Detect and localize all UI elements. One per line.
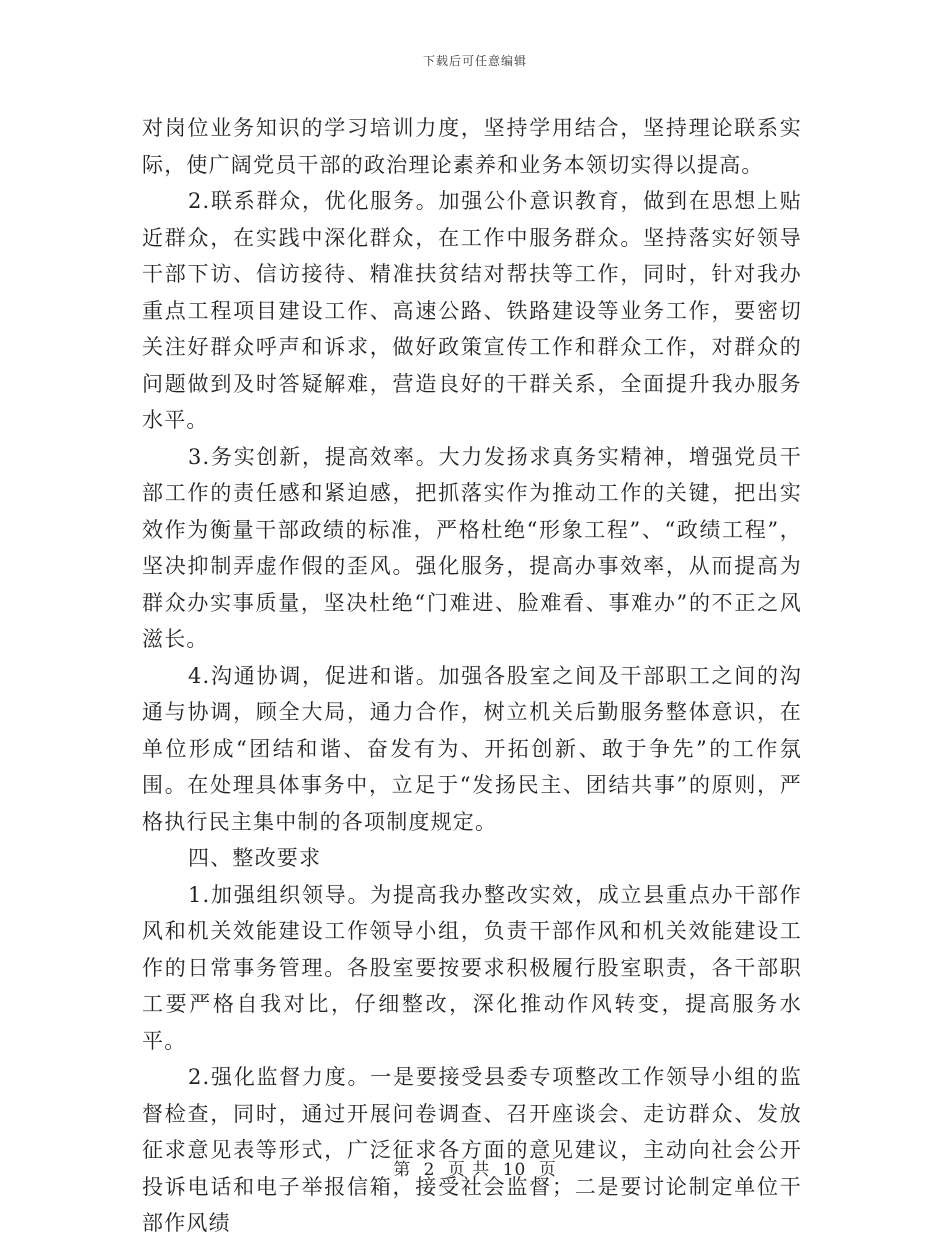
paragraph-item-3: 3.务实创新，提高效率。大力发扬求真务实精神，增强党员干部工作的责任感和紧迫感，把抓落实作为推动工作的关键，把出实效作为衡量干部政绩的标准，严格杜绝“形象工程”、“政绩工程”，坚决抑制弄虚作假的歪风。强化服务，提高办事效率，从而提高为群众办实事质量，坚决杜绝“门难进、脸难看、事难办”的不正之风滋长。: [142, 444, 802, 651]
page-footer: [0, 1155, 950, 1180]
footer-current-page: 2: [423, 1160, 436, 1180]
footer-total-pages: 10: [502, 1160, 527, 1180]
page-header-note: 下载后可任意编辑: [422, 54, 527, 68]
footer-middle: 页 共: [447, 1160, 491, 1180]
paragraph-item-4: 4.沟通协调，促进和谐。加强各股室之间及干部职工之间的沟通与协调，顾全大局，通力合作，树立机关后勤服务整体意识，在单位形成“团结和谐、奋发有为、开拓创新、敢于争先”的工作氛围。在处理具体事务中，立足于“发扬民主、团结共事”的原则，严格执行民主集中制的各项制度规定。: [142, 663, 802, 834]
document-body: [142, 110, 802, 1242]
paragraph-requirement-1: 1.加强组织领导。为提高我办整改实效，成立县重点办干部作风和机关效能建设工作领导小组，负责干部作风和机关效能建设工作的日常事务管理。各股室要按要求积极履行股室职责，各干部职工要严格自我对比，仔细整改，深化推动作风转变，提高服务水平。: [142, 882, 802, 1053]
section-heading: 四、整改要求: [188, 846, 322, 870]
footer-prefix: 第: [393, 1160, 412, 1180]
paragraph-requirement-2: 2.强化监督力度。一是要接受县委专项整改工作领导小组的监督检查，同时，通过开展问卷调查、召开座谈会、走访群众、发放征求意见表等形式，广泛征求各方面的意见建议，主动向社会公开投诉电话和电子举报信箱，接受社会监督；二是要讨论制定单位干部作风绩: [142, 1065, 802, 1235]
paragraph-continuation: 对岗位业务知识的学习培训力度，坚持学用结合，坚持理论联系实际，使广阔党员干部的政治理论素养和业务本领切实得以提高。: [142, 116, 802, 177]
paragraph-item-2: 2.联系群众，优化服务。加强公仆意识教育，做到在思想上贴近群众，在实践中深化群众，在工作中服务群众。坚持落实好领导干部下访、信访接待、精准扶贫结对帮扶等工作，同时，针对我办重点工程项目建设工作、高速公路、铁路建设等业务工作，要密切关注好群众呼声和诉求，做好政策宣传工作和群众工作，对群众的问题做到及时答疑解难，营造良好的干群关系，全面提升我办服务水平。: [142, 189, 802, 432]
footer-suffix: 页: [538, 1160, 557, 1180]
